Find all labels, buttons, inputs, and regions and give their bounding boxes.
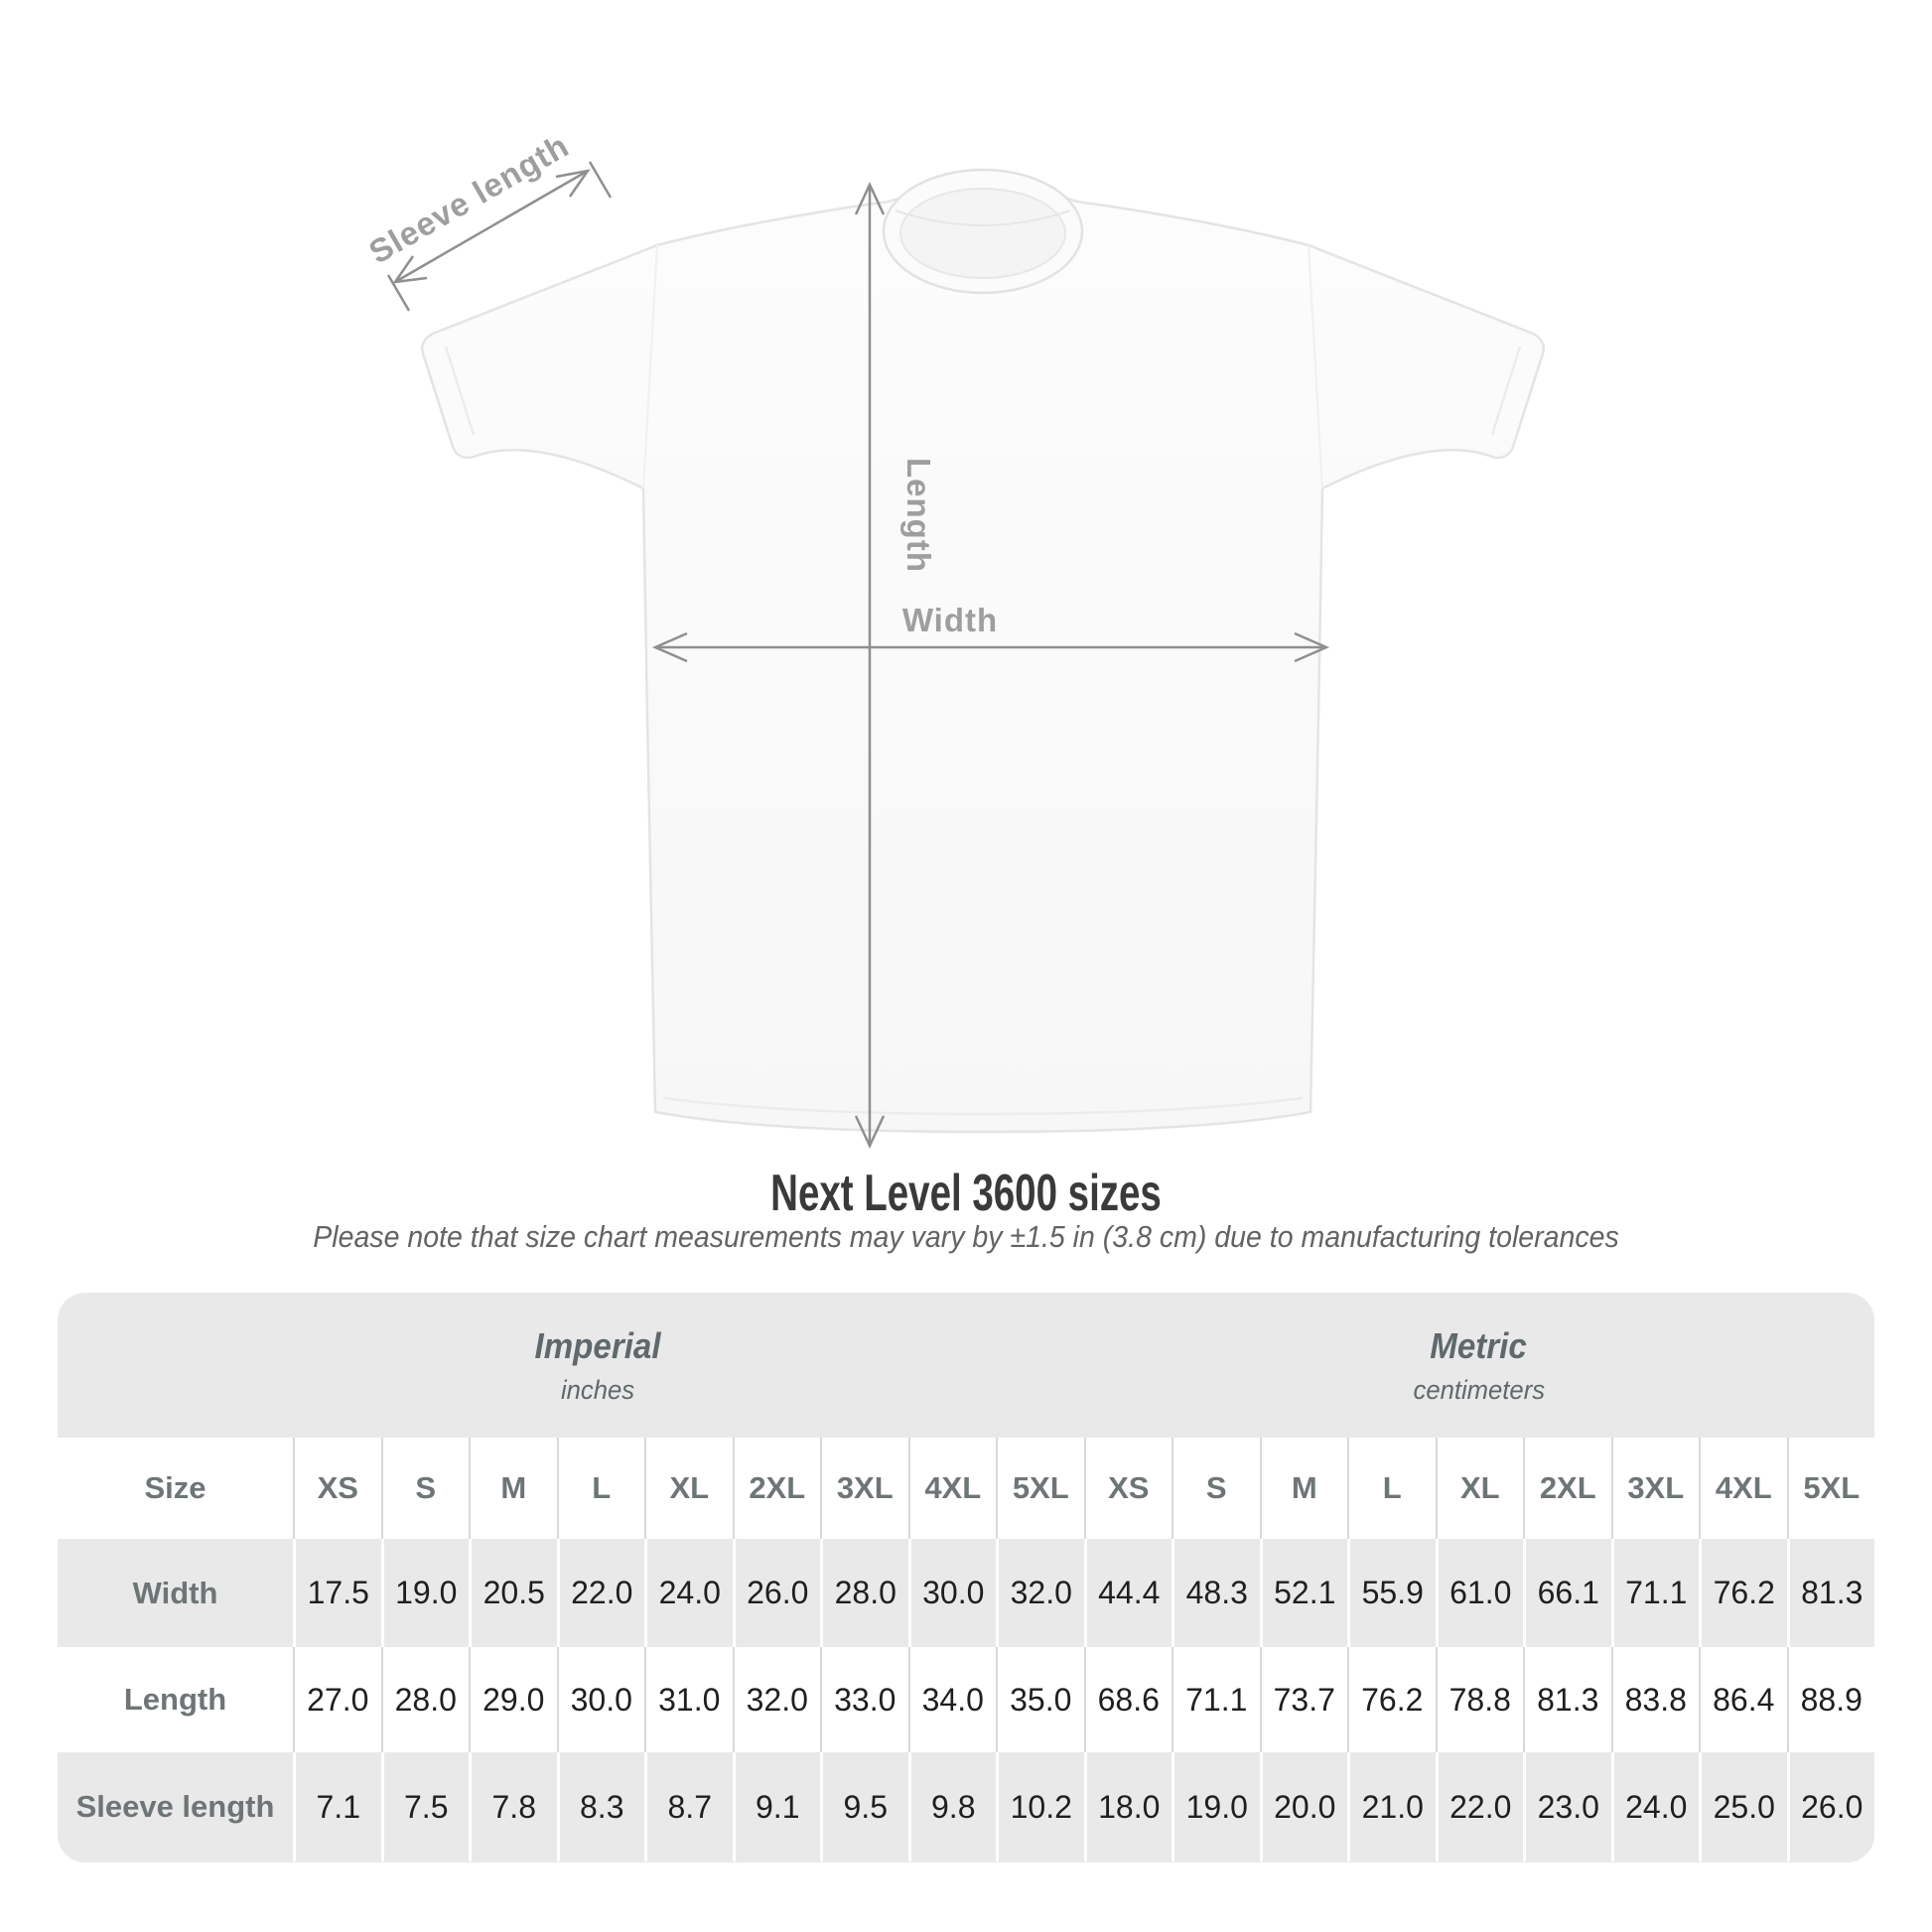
- page-title: Next Level 3600 sizes: [770, 1165, 1162, 1222]
- measurement-cell: 83.8: [1611, 1647, 1700, 1752]
- measurement-cell: 27.0: [293, 1647, 381, 1752]
- measurement-cell: 9.5: [820, 1752, 908, 1862]
- measurement-cell: 32.0: [733, 1647, 821, 1752]
- measurement-cell: 68.6: [1084, 1647, 1173, 1752]
- length-label: Length: [900, 458, 937, 573]
- tshirt-graphic: [422, 170, 1544, 1132]
- measurement-cell: 32.0: [996, 1539, 1084, 1647]
- measurement-cell: 7.8: [469, 1752, 557, 1862]
- measurement-row: [58, 1752, 1874, 1862]
- measurement-cell: 28.0: [820, 1539, 908, 1647]
- metric-unit: centimeters: [1413, 1374, 1545, 1405]
- measurement-cell: 33.0: [820, 1647, 908, 1752]
- measurement-cell: 17.5: [293, 1539, 381, 1647]
- size-col-header: XL: [644, 1438, 733, 1539]
- measurement-cell: 20.0: [1260, 1752, 1348, 1862]
- size-col-header: S: [381, 1438, 470, 1539]
- measurement-cell: 28.0: [381, 1647, 470, 1752]
- measurement-cell: 71.1: [1611, 1539, 1700, 1647]
- measurement-cell: 22.0: [557, 1539, 645, 1647]
- measurement-cell: 24.0: [644, 1539, 733, 1647]
- size-col-header: 5XL: [1787, 1438, 1875, 1539]
- row-label: Sleeve length: [75, 1789, 275, 1824]
- measurement-cell: 48.3: [1172, 1539, 1260, 1647]
- measurement-cell: 76.2: [1347, 1647, 1436, 1752]
- measurement-cell: 22.0: [1436, 1752, 1524, 1862]
- size-col-header: L: [1347, 1438, 1436, 1539]
- measurement-cell: 55.9: [1347, 1539, 1436, 1647]
- size-col-header: 4XL: [908, 1438, 997, 1539]
- size-chart-table: [58, 1293, 1874, 1863]
- measurement-cell: 19.0: [381, 1539, 470, 1647]
- imperial-unit: inches: [560, 1374, 635, 1405]
- size-col-header: M: [1260, 1438, 1348, 1539]
- metric-heading: Metric: [1430, 1324, 1528, 1366]
- measurement-cell: 7.1: [293, 1752, 381, 1862]
- sleeve-length-label: Sleeve length: [362, 126, 576, 271]
- measurement-cell: 24.0: [1611, 1752, 1700, 1862]
- measurement-cell: 71.1: [1172, 1647, 1260, 1752]
- imperial-heading: Imperial: [534, 1324, 661, 1366]
- measurement-cell: 30.0: [908, 1539, 997, 1647]
- measurement-cell: 7.5: [381, 1752, 470, 1862]
- measurement-cell: 10.2: [996, 1752, 1084, 1862]
- page-subtitle: Please note that size chart measurements may vary by ±1.5 in (3.8 cm) due to manufacturing tolerances: [313, 1219, 1619, 1254]
- measurement-cell: 73.7: [1260, 1647, 1348, 1752]
- size-grid: [58, 1438, 1874, 1862]
- measurement-row: [58, 1539, 1874, 1647]
- size-col-header: 2XL: [733, 1438, 821, 1539]
- size-col-header: 3XL: [820, 1438, 908, 1539]
- measurement-cell: 30.0: [557, 1647, 645, 1752]
- measurement-cell: 76.2: [1699, 1539, 1787, 1647]
- row-label: Length: [123, 1682, 227, 1717]
- measurement-cell: 8.7: [644, 1752, 733, 1862]
- measurement-cell: 29.0: [469, 1647, 557, 1752]
- measurement-cell: 25.0: [1699, 1752, 1787, 1862]
- unit-group-imperial: [58, 1293, 1083, 1438]
- measurement-cell: 9.1: [733, 1752, 821, 1862]
- measurement-cell: 86.4: [1699, 1647, 1787, 1752]
- unit-header-band: [58, 1293, 1874, 1438]
- measurement-cell: 8.3: [557, 1752, 645, 1862]
- measurement-cell: 34.0: [908, 1647, 997, 1752]
- size-col-header: XS: [1084, 1438, 1173, 1539]
- row-label: Width: [132, 1575, 218, 1610]
- measurement-cell: 52.1: [1260, 1539, 1348, 1647]
- measurement-cell: 9.8: [908, 1752, 997, 1862]
- measurement-cell: 31.0: [644, 1647, 733, 1752]
- size-col-header: XL: [1436, 1438, 1524, 1539]
- measurement-cell: 44.4: [1084, 1539, 1173, 1647]
- measurement-cell: 61.0: [1436, 1539, 1524, 1647]
- measurement-cell: 81.3: [1787, 1539, 1875, 1647]
- measurement-cell: 88.9: [1787, 1647, 1875, 1752]
- measurement-cell: 78.8: [1436, 1647, 1524, 1752]
- measurement-cell: 66.1: [1523, 1539, 1611, 1647]
- collar-inner: [900, 189, 1065, 278]
- size-col-header: 3XL: [1611, 1438, 1700, 1539]
- size-col-header: M: [469, 1438, 557, 1539]
- unit-group-metric: [1083, 1293, 1874, 1438]
- size-col-header: 2XL: [1523, 1438, 1611, 1539]
- measurement-row: [58, 1647, 1874, 1752]
- size-col-header: XS: [293, 1438, 381, 1539]
- measurement-cell: 18.0: [1084, 1752, 1173, 1862]
- measurement-cell: 81.3: [1523, 1647, 1611, 1752]
- size-col-header: 4XL: [1699, 1438, 1787, 1539]
- measurement-cell: 23.0: [1523, 1752, 1611, 1862]
- measurement-cell: 20.5: [469, 1539, 557, 1647]
- size-col-header: 5XL: [996, 1438, 1084, 1539]
- measurement-cell: 19.0: [1172, 1752, 1260, 1862]
- measurement-cell: 21.0: [1347, 1752, 1436, 1862]
- size-header-row: [58, 1438, 1874, 1539]
- size-col-header: S: [1172, 1438, 1260, 1539]
- measurement-cell: 26.0: [1787, 1752, 1875, 1862]
- size-col-header: L: [557, 1438, 645, 1539]
- measurement-cell: 26.0: [733, 1539, 821, 1647]
- width-label: Width: [901, 602, 999, 638]
- measurement-cell: 35.0: [996, 1647, 1084, 1752]
- size-header-label: Size: [144, 1470, 207, 1505]
